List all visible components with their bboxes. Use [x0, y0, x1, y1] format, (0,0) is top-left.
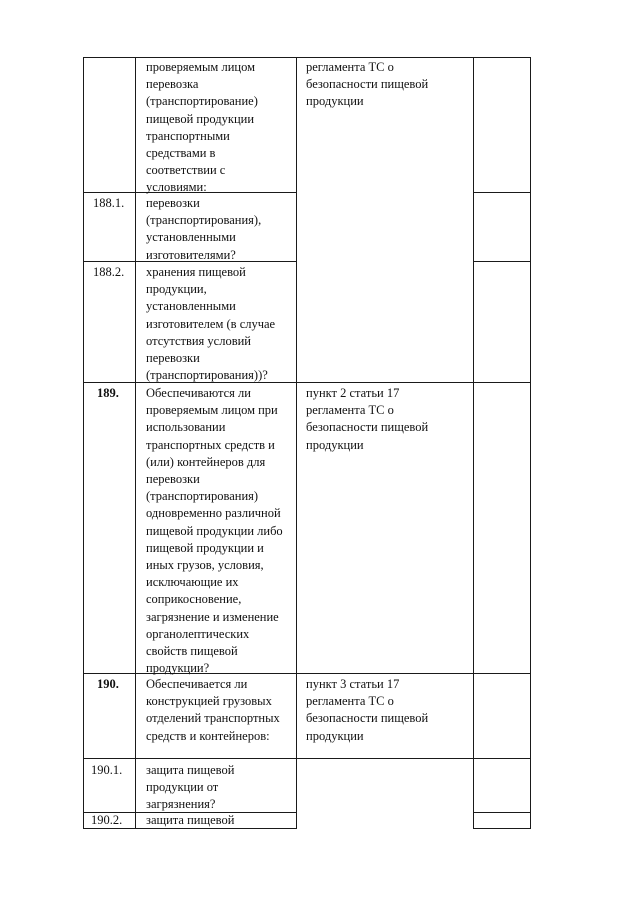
row-number: 189.: [97, 386, 119, 400]
row-basis: пункт 3 статьи 17 регламента ТС о безопасности пищевой продукции: [306, 677, 429, 743]
grid-line: [135, 57, 136, 829]
grid-line: [473, 812, 531, 813]
grid-line: [530, 57, 531, 829]
row-number: 188.2.: [93, 265, 125, 279]
row-question: защита пищевой продукции от загрязнения?: [146, 763, 235, 812]
row-question: проверяемым лицом перевозка (транспортирование) пищевой продукции транспортными средствами в соответствии с условиями:: [146, 60, 258, 195]
grid-line: [83, 57, 84, 829]
row-basis: регламента ТС о безопасности пищевой продукции: [306, 60, 429, 109]
row-number: 190.2.: [91, 813, 123, 827]
grid-line: [83, 758, 531, 759]
grid-line: [473, 828, 531, 829]
row-basis: пункт 2 статьи 17 регламента ТС о безопасности пищевой продукции: [306, 386, 429, 452]
row-question: Обеспечиваются ли проверяемым лицом при использовании транспортных средств и (или) контейнеров для перевозки (транспортирования) одновременно различной пищевой продукции либо пищевой продукции и иных грузов, условия, исключающие их соприкосновение, загрязнение и изменение органолептических свойств пищевой продукции?: [146, 386, 283, 676]
row-number: 188.1.: [93, 196, 125, 210]
row-number: 190.: [97, 677, 119, 691]
grid-line: [473, 261, 531, 262]
row-question: перевозки (транспортирования), установленными изготовителями?: [146, 196, 262, 262]
row-question: Обеспечивается ли конструкцией грузовых отделений транспортных средств и контейнеров:: [146, 677, 280, 743]
grid-line: [473, 192, 531, 193]
row-question: защита пищевой: [146, 813, 235, 827]
grid-line: [473, 57, 474, 829]
row-number: 190.1.: [91, 763, 123, 777]
grid-line: [83, 57, 531, 58]
row-question: хранения пищевой продукции, установленными изготовителем (в случае отсутствия условий перевозки (транспортирования))?: [146, 265, 276, 383]
grid-line: [296, 57, 297, 829]
